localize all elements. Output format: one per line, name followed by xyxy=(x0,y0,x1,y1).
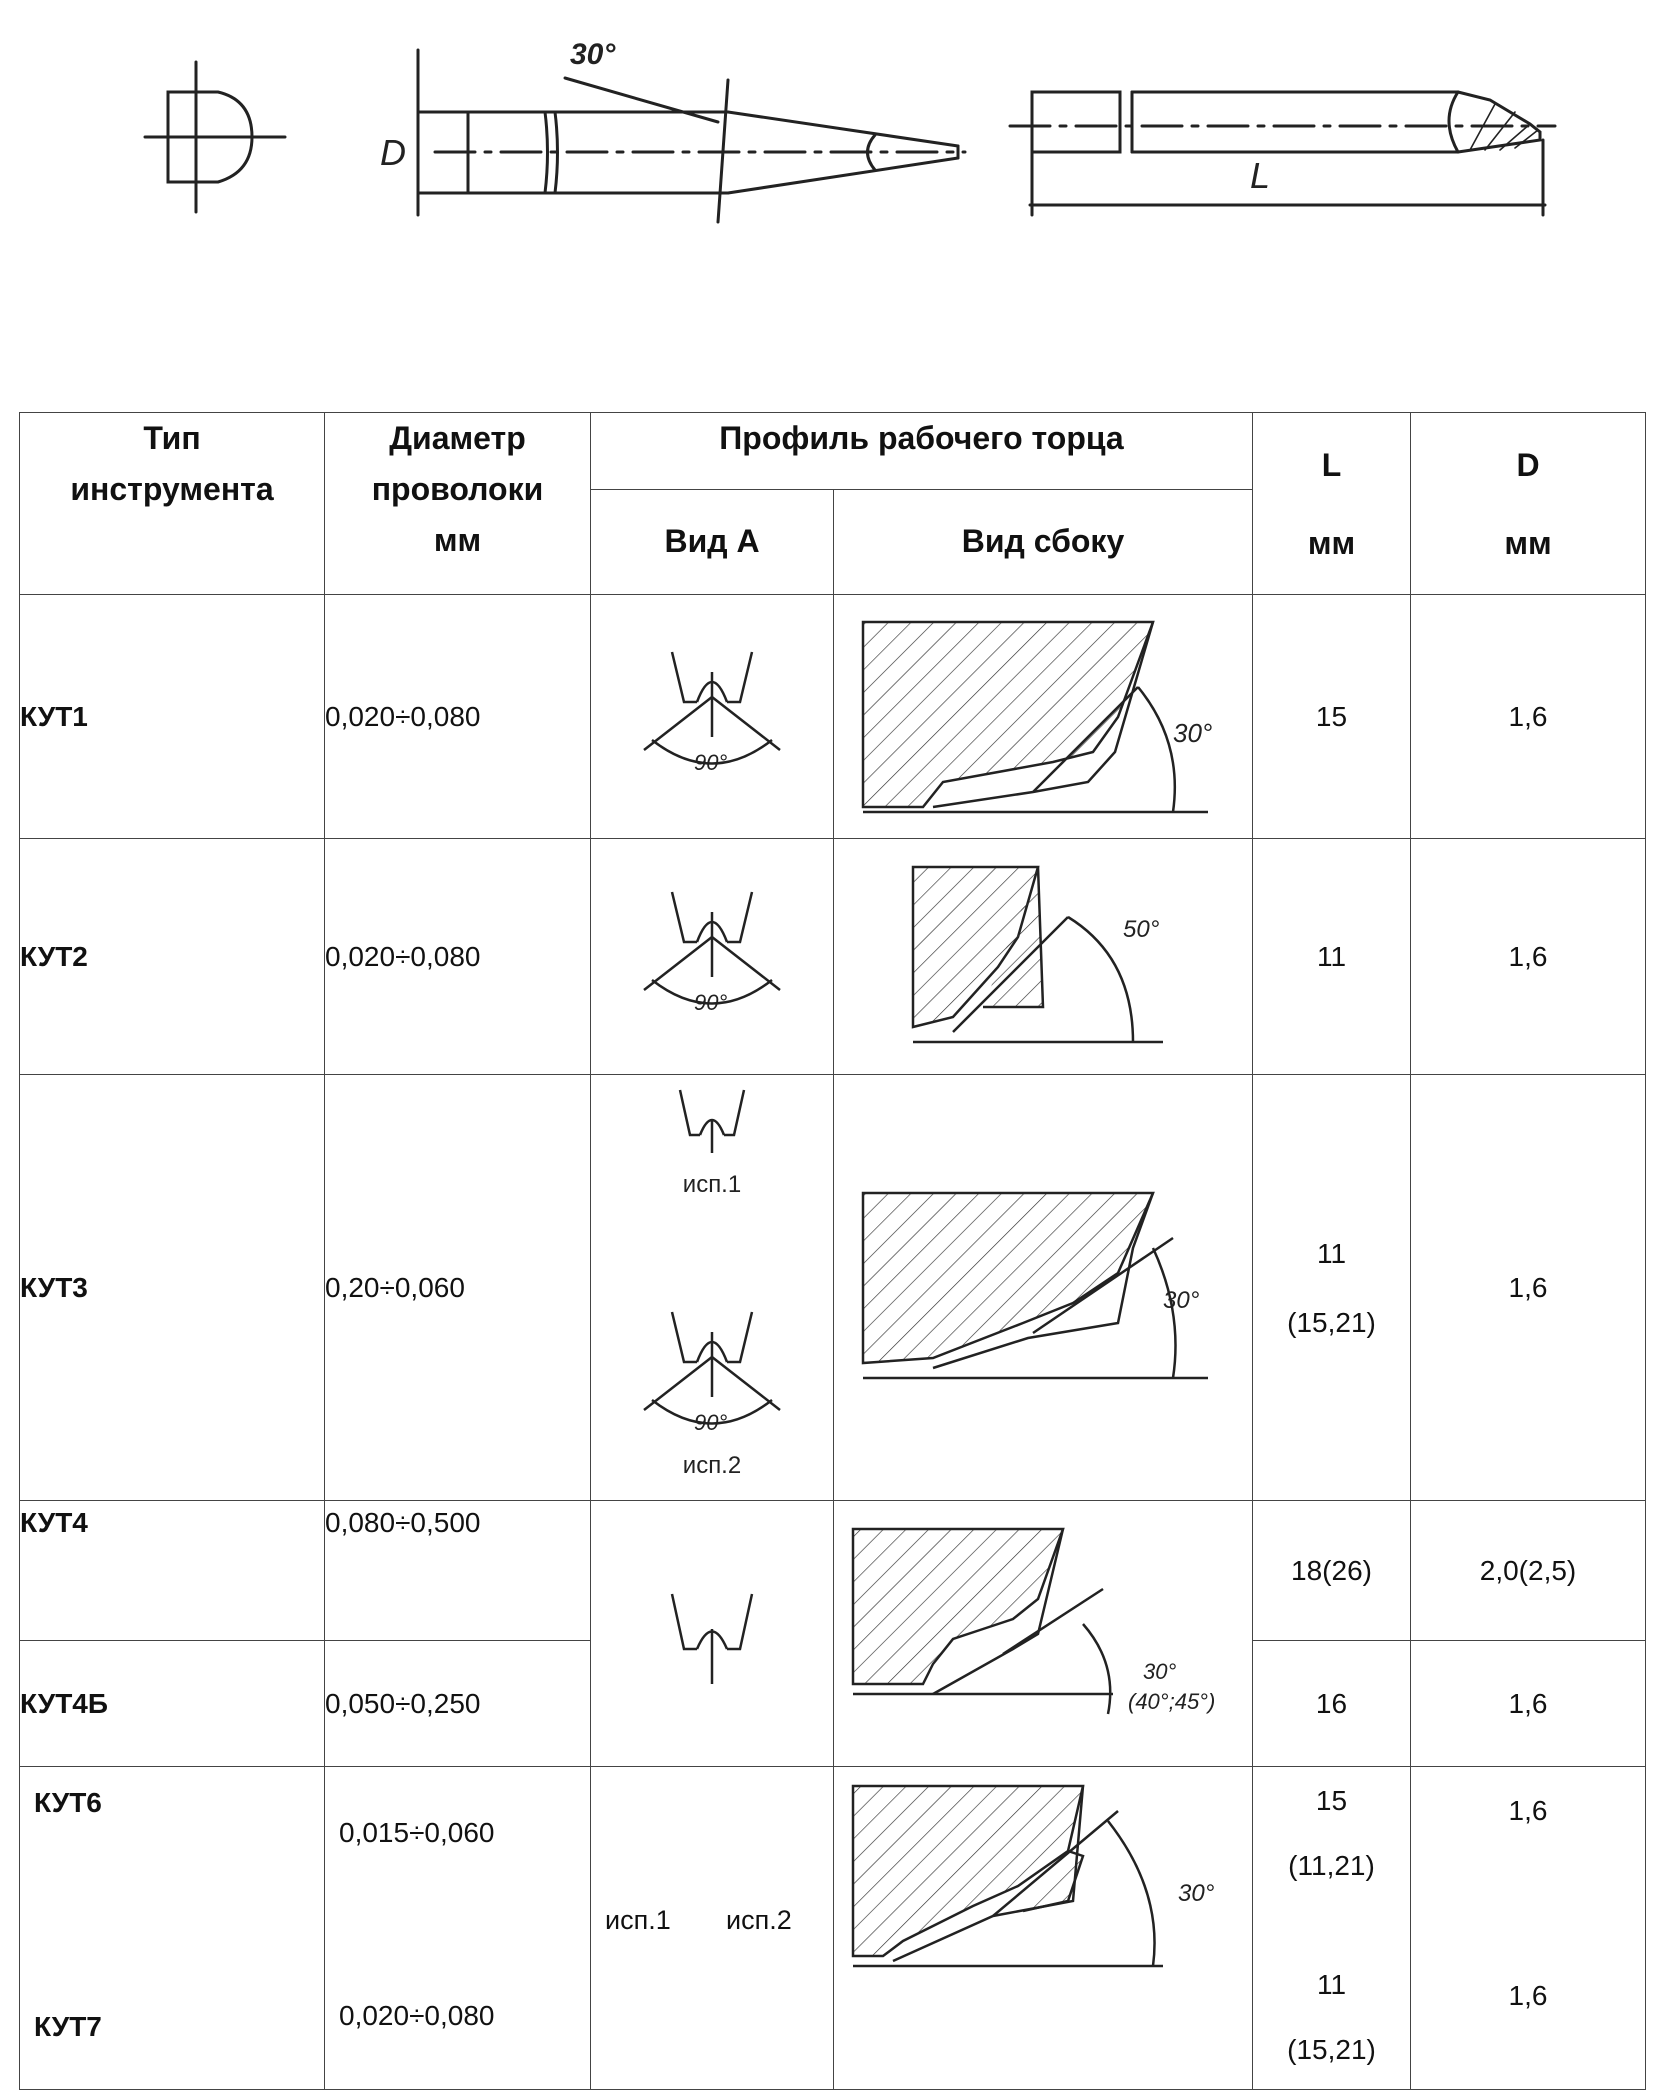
view-a-angle: 90° xyxy=(694,989,728,1015)
view-a-figure xyxy=(632,1075,792,1485)
table-row xyxy=(20,1075,1646,1501)
side-view-cell xyxy=(834,595,1253,839)
row-L-alt: (15,21) xyxy=(1287,1306,1376,1338)
row-L: 15 xyxy=(1253,595,1411,839)
row-L-alt: (15,21) xyxy=(1287,2034,1376,2065)
header-L xyxy=(1253,413,1411,595)
header-type xyxy=(20,413,325,595)
view-a-cell xyxy=(591,839,834,1075)
row-D: 2,0(2,5) xyxy=(1411,1501,1646,1641)
header-type-line1: Тип xyxy=(143,420,201,456)
side-angle: 30° xyxy=(1143,1658,1177,1684)
row-wire: 0,015÷0,060 xyxy=(339,1817,495,1848)
row-type-pair xyxy=(20,1767,325,2090)
row-D: 1,6 xyxy=(1411,839,1646,1075)
side-view-figure xyxy=(853,612,1233,822)
row-D: 1,6 xyxy=(1411,1075,1646,1501)
view-a-cell xyxy=(591,1767,834,2090)
header-wire-line2: проволоки xyxy=(371,471,544,508)
row-wire: 0,020÷0,080 xyxy=(339,2000,495,2031)
side-view-figure xyxy=(843,1524,1243,1744)
view-a-figure xyxy=(632,642,792,792)
side-angle: 30° xyxy=(1163,1286,1200,1314)
row-wire-pair xyxy=(325,1767,591,2090)
row-D: 1,6 xyxy=(1508,1980,1548,2011)
row-L-value: 11 xyxy=(1316,1969,1347,2000)
row-L: 16 xyxy=(1253,1641,1411,1767)
header-D xyxy=(1411,413,1646,595)
row-L: 11 xyxy=(1253,839,1411,1075)
header-D-letter: D xyxy=(1516,446,1540,483)
side-view-figure xyxy=(893,857,1193,1057)
row-D-pair xyxy=(1411,1767,1646,2090)
side-view-figure xyxy=(843,1781,1243,1981)
side-view-cell xyxy=(834,1075,1253,1501)
header-L-unit: мм xyxy=(1307,524,1356,561)
side-angle: 50° xyxy=(1123,915,1160,943)
row-D: 1,6 xyxy=(1411,1641,1646,1767)
row-wire: 0,080÷0,500 xyxy=(325,1501,591,1641)
variant-2-label: исп.2 xyxy=(726,1905,792,1935)
header-type-line2: инструмента xyxy=(70,471,274,508)
row-wire: 0,020÷0,080 xyxy=(325,595,591,839)
row-type: КУТ4Б xyxy=(20,1641,325,1767)
row-L-alt: (11,21) xyxy=(1288,1850,1375,1881)
side-angle: 30° xyxy=(1178,1880,1215,1907)
row-L xyxy=(1253,1075,1411,1501)
row-D: 1,6 xyxy=(1508,1795,1548,1826)
view-a-cell xyxy=(591,1501,834,1767)
side-view xyxy=(418,50,965,222)
side-view-cell xyxy=(834,1767,1253,2090)
header-D-unit: мм xyxy=(1504,524,1552,561)
side-view-figure xyxy=(853,1183,1233,1393)
header-view-side: Вид сбоку xyxy=(834,490,1253,595)
row-type: КУТ6 xyxy=(34,1787,102,1818)
row-type: КУТ7 xyxy=(34,2011,102,2042)
view-a-cell xyxy=(591,1075,834,1501)
end-view xyxy=(145,62,285,212)
row-D: 1,6 xyxy=(1411,595,1646,839)
row-L-value: 15 xyxy=(1315,1785,1348,1816)
variant-2-label: исп.2 xyxy=(682,1452,742,1479)
table-row xyxy=(20,839,1646,1075)
row-L-pair xyxy=(1253,1767,1411,2090)
header-view-a: Вид А xyxy=(591,490,834,595)
tool-drawing xyxy=(0,0,1680,300)
length-view xyxy=(1010,92,1555,215)
variant-1-label: исп.1 xyxy=(605,1905,671,1935)
view-a-angle: 90° xyxy=(694,749,728,775)
row-wire: 0,020÷0,080 xyxy=(325,839,591,1075)
variant-1-label: исп.1 xyxy=(682,1171,742,1198)
side-angle: 30° xyxy=(1173,717,1213,748)
table-row xyxy=(20,1501,1646,1641)
header-L-letter: L xyxy=(1321,446,1342,483)
view-a-cell xyxy=(591,595,834,839)
view-a-figure xyxy=(632,1569,792,1699)
header-wire xyxy=(325,413,591,595)
diameter-label: D xyxy=(380,132,406,173)
row-L: 18(26) xyxy=(1253,1501,1411,1641)
side-angle-alt: (40°;45°) xyxy=(1128,1688,1216,1714)
angle-label: 30° xyxy=(570,38,616,71)
table-row xyxy=(20,595,1646,839)
length-label: L xyxy=(1250,155,1271,196)
view-a-angle: 90° xyxy=(694,1410,728,1435)
row-type: КУТ4 xyxy=(20,1501,325,1641)
side-view-cell xyxy=(834,839,1253,1075)
header-wire-line1: Диаметр xyxy=(389,420,526,456)
side-view-cell xyxy=(834,1501,1253,1767)
table-row xyxy=(20,1767,1646,2090)
header-wire-line3: мм xyxy=(433,522,482,559)
row-type: КУТ2 xyxy=(20,839,325,1075)
spec-table xyxy=(19,412,1646,2090)
row-type: КУТ1 xyxy=(20,595,325,839)
header-profile: Профиль рабочего торца xyxy=(591,413,1253,490)
row-L-value: 11 xyxy=(1316,1237,1347,1269)
row-wire: 0,050÷0,250 xyxy=(325,1641,591,1767)
row-wire: 0,20÷0,060 xyxy=(325,1075,591,1501)
row-type: КУТ3 xyxy=(20,1075,325,1501)
view-a-figure xyxy=(632,882,792,1032)
